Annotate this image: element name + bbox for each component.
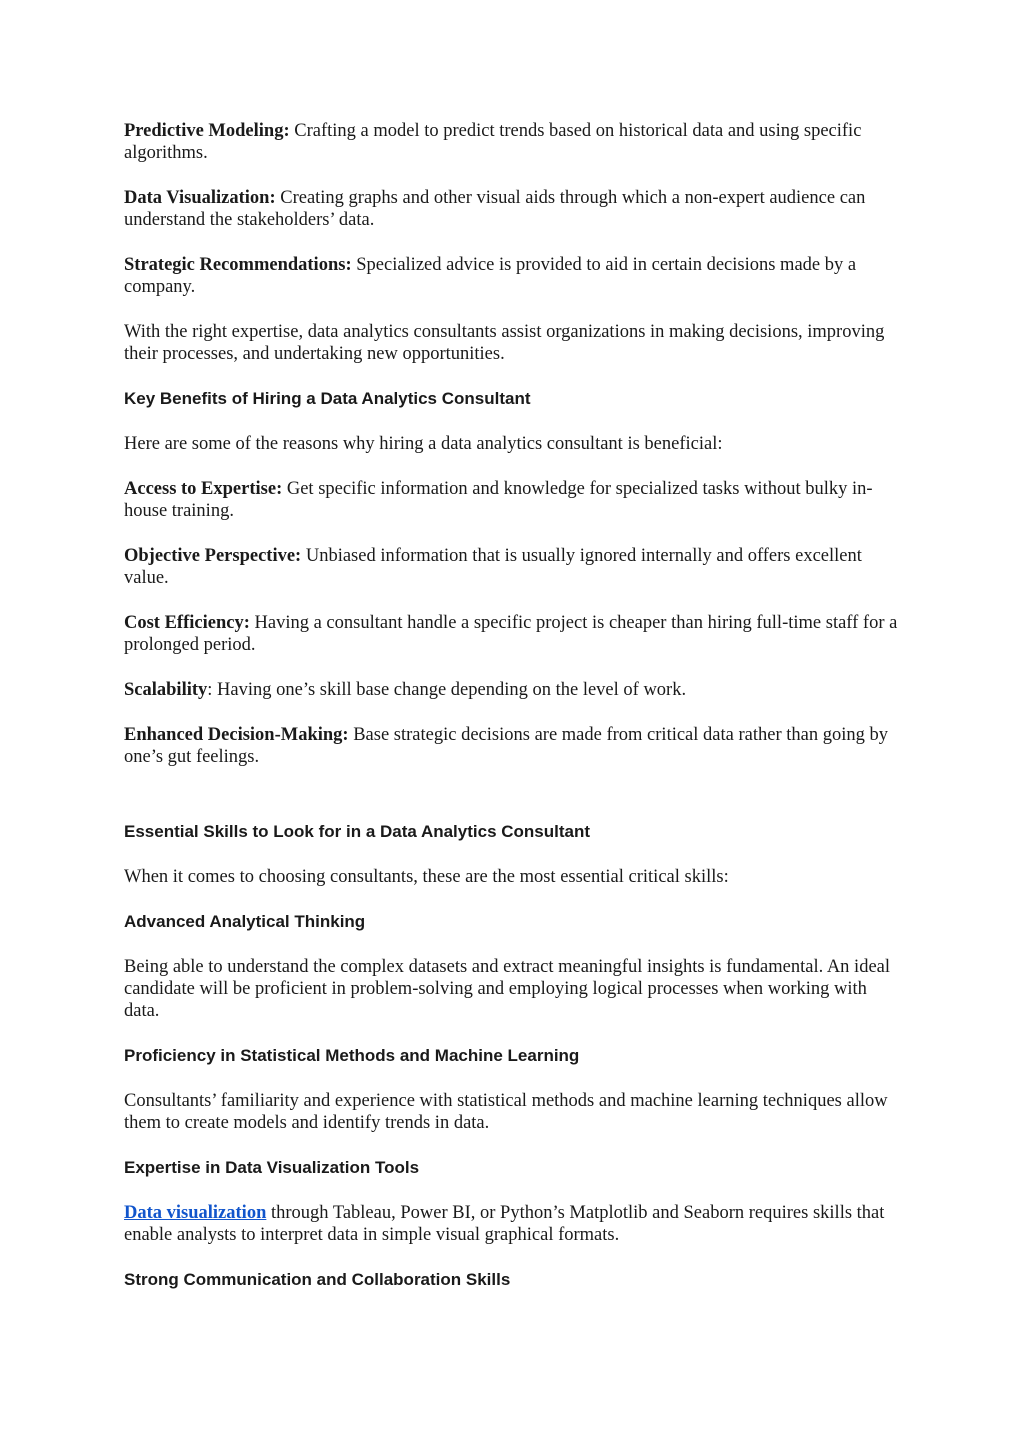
term-description: Crafting a model to predict trends based on historical data and using specific algorithms. [124,121,862,163]
term-label: Enhanced Decision-Making: [124,725,349,745]
intro-item-strategic-recommendations [124,254,904,298]
term-description: Get specific information and knowledge for specialized tasks without bulky in-house training. [124,479,873,521]
term-label: Predictive Modeling: [124,121,290,141]
document-page [124,120,904,1291]
skill-heading-visualization: Expertise in Data Visualization Tools [124,1158,420,1177]
benefit-item-objective-perspective [124,545,904,589]
skill-text-statistical: Consultants’ familiarity and experience with statistical methods and machine learning techniques allow them to create models and identify trends in data. [124,1091,888,1133]
term-description: Unbiased information that is usually ignored internally and offers excellent value. [124,546,862,588]
benefit-item-cost-efficiency [124,612,904,656]
intro-item-data-visualization [124,187,904,231]
skills-heading: Essential Skills to Look for in a Data Analytics Consultant [124,822,591,841]
skill-text-visualization [124,1202,904,1246]
intro-summary: With the right expertise, data analytics consultants assist organizations in making decisions, improving their processes, and undertaking new opportunities. [124,322,885,364]
skills-lead: When it comes to choosing consultants, these are the most essential critical skills: [124,867,729,887]
term-label: Strategic Recommendations: [124,255,352,275]
intro-item-predictive-modeling [124,120,904,164]
term-label: Scalability [124,680,208,700]
data-visualization-link[interactable]: Data visualization [124,1203,267,1223]
benefits-lead: Here are some of the reasons why hiring a data analytics consultant is beneficial: [124,434,723,454]
benefits-heading: Key Benefits of Hiring a Data Analytics Consultant [124,389,531,408]
term-description: Creating graphs and other visual aids through which a non-expert audience can understand the stakeholders’ data. [124,188,866,230]
skill-text-visualization-body: through Tableau, Power BI, or Python’s Matplotlib and Seaborn requires skills that enable analysts to interpret data in simple visual graphical formats. [124,1203,885,1245]
benefit-item-enhanced-decision-making [124,724,904,768]
benefit-item-access-to-expertise [124,478,904,522]
term-label: Access to Expertise: [124,479,283,499]
skill-text-analytical: Being able to understand the complex datasets and extract meaningful insights is fundamental. An ideal candidate will be proficient in problem-solving and employing logical processes when working with data. [124,957,891,1021]
term-label: Cost Efficiency: [124,613,250,633]
term-label: Objective Perspective: [124,546,302,566]
term-description: Base strategic decisions are made from critical data rather than going by one’s gut feelings. [124,725,888,767]
skill-heading-analytical: Advanced Analytical Thinking [124,912,366,931]
skill-heading-statistical: Proficiency in Statistical Methods and Machine Learning [124,1046,580,1065]
benefit-item-scalability [124,679,904,701]
skill-heading-communication: Strong Communication and Collaboration Skills [124,1270,511,1289]
term-description: Having a consultant handle a specific project is cheaper than hiring full-time staff for a prolonged period. [124,613,898,655]
term-description: : Having one’s skill base change depending on the level of work. [207,680,687,700]
term-description: Specialized advice is provided to aid in certain decisions made by a company. [124,255,857,297]
term-label: Data Visualization: [124,188,276,208]
